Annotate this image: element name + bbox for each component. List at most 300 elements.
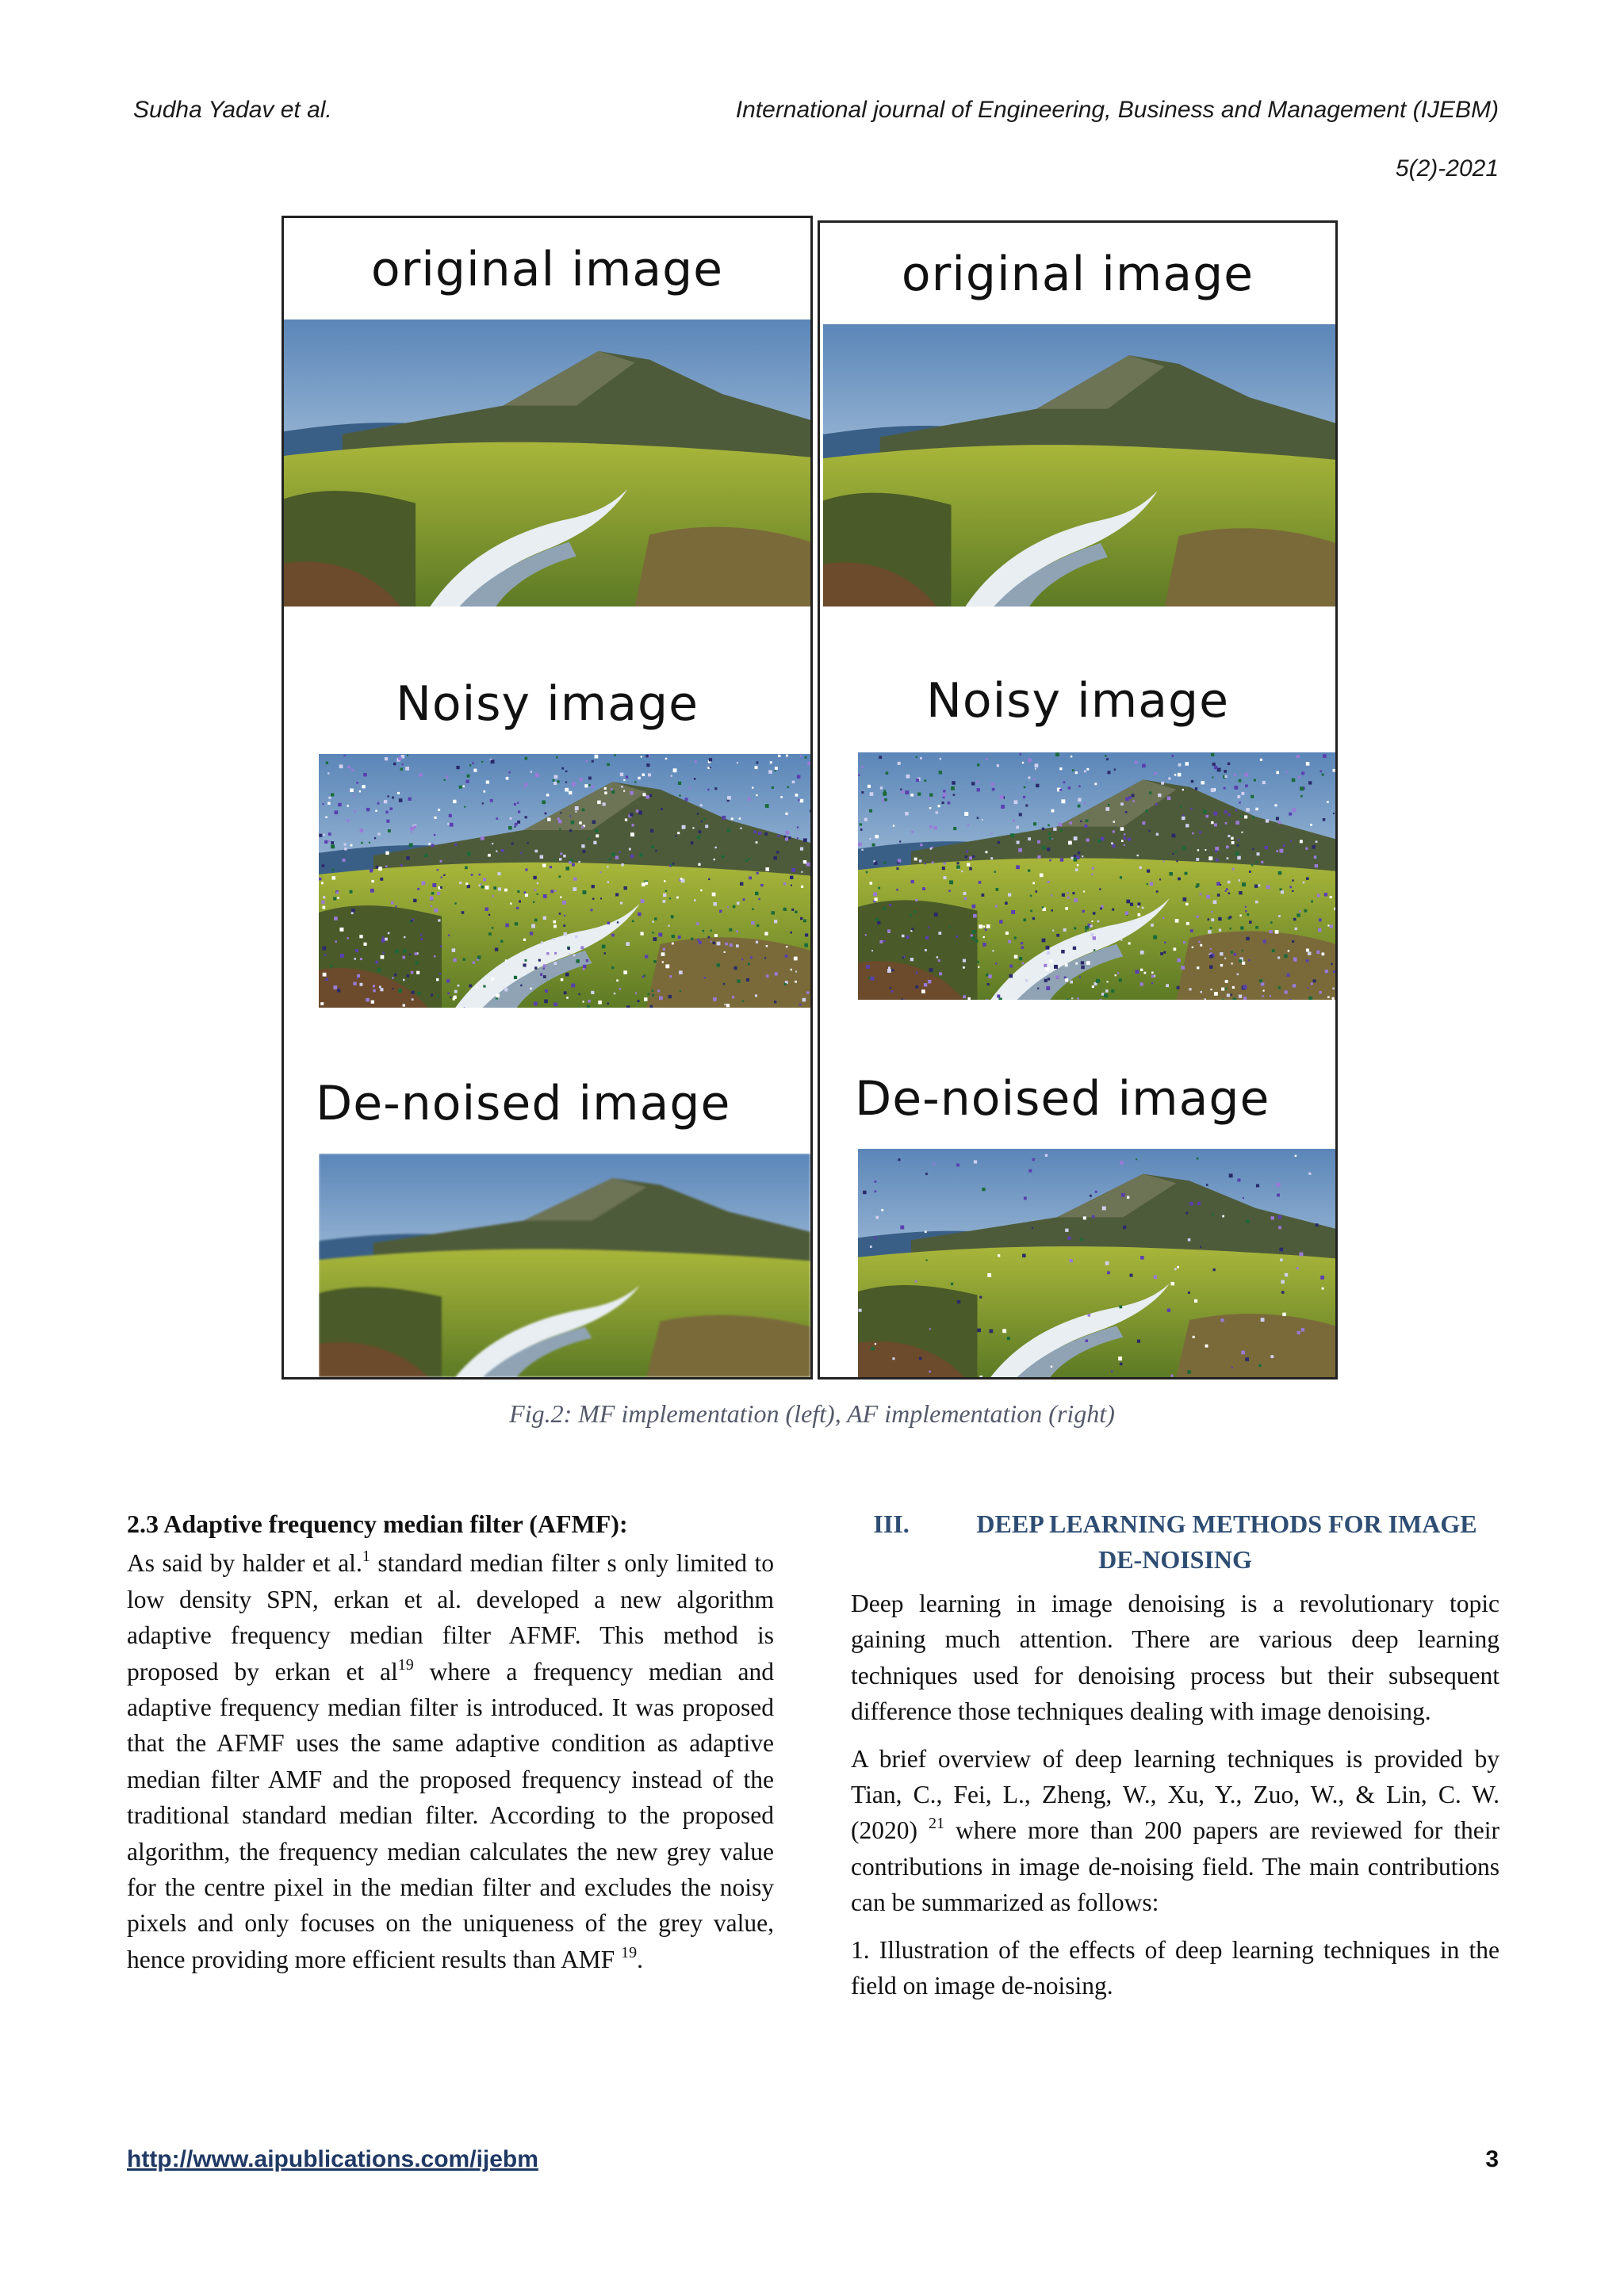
noise-speckle: [717, 963, 720, 966]
noise-speckle: [1228, 763, 1230, 765]
noise-speckle: [1262, 781, 1266, 784]
noise-speckle: [1074, 836, 1078, 840]
noise-speckle: [1060, 829, 1063, 832]
noise-speckle: [1094, 783, 1097, 785]
text-run: where more than 200 papers are reviewed for their contributions in image de-noising field. The main contributions can be summarized as follows:: [851, 1816, 1500, 1917]
section-title: DEEP LEARNING METHODS FOR IMAGE DE-NOISING: [976, 1510, 1477, 1574]
noise-speckle: [785, 837, 788, 840]
noise-speckle: [1293, 808, 1297, 812]
noise-speckle: [1245, 906, 1247, 908]
noise-speckle: [1048, 978, 1050, 980]
noise-speckle: [694, 899, 696, 901]
noise-speckle: [553, 782, 557, 785]
afmf-paragraph: [127, 1545, 774, 1977]
noise-speckle: [448, 935, 450, 936]
noise-speckle: [573, 954, 576, 956]
noise-speckle: [1285, 771, 1288, 773]
noise-speckle: [419, 773, 423, 777]
noise-speckle: [1023, 796, 1025, 798]
noise-speckle: [623, 779, 625, 781]
noise-speckle: [1245, 784, 1248, 787]
noise-speckle: [791, 909, 794, 911]
noise-speckle: [875, 1216, 879, 1219]
noise-speckle: [719, 910, 722, 913]
noise-speckle: [611, 853, 615, 857]
noise-speckle: [699, 830, 702, 833]
noise-speckle: [1120, 1363, 1123, 1366]
noise-speckle: [910, 958, 914, 961]
noise-speckle: [566, 997, 569, 999]
noise-speckle: [972, 905, 976, 909]
noise-speckle: [870, 882, 873, 885]
noise-speckle: [403, 949, 406, 952]
noise-speckle: [969, 856, 972, 859]
noise-speckle: [641, 899, 645, 903]
noise-speckle: [454, 990, 458, 993]
noise-speckle: [498, 887, 501, 890]
noise-speckle: [1009, 965, 1013, 968]
noise-speckle: [407, 755, 408, 756]
noise-speckle: [1016, 865, 1020, 869]
noise-speckle: [982, 819, 983, 821]
noise-speckle: [975, 939, 979, 943]
noise-speckle: [753, 831, 756, 834]
noise-speckle: [925, 949, 927, 951]
noise-speckle: [708, 936, 710, 939]
noise-speckle: [1024, 786, 1026, 789]
noise-speckle: [621, 863, 623, 866]
noise-speckle: [1234, 786, 1238, 790]
noise-speckle: [1120, 827, 1124, 831]
noise-speckle: [438, 809, 440, 811]
noise-speckle: [447, 993, 450, 995]
noise-speckle: [1215, 850, 1217, 852]
noise-speckle: [700, 804, 703, 806]
noise-speckle: [331, 793, 334, 796]
noise-speckle: [579, 778, 582, 781]
noise-speckle: [896, 867, 898, 870]
noise-speckle: [550, 866, 552, 868]
noise-speckle: [523, 939, 526, 941]
noise-speckle: [938, 805, 940, 807]
noise-speckle: [392, 988, 393, 989]
noise-speckle: [741, 959, 743, 960]
noise-speckle: [932, 862, 934, 864]
noise-speckle: [784, 983, 787, 985]
noise-speckle: [1201, 781, 1205, 784]
noise-speckle: [1164, 942, 1166, 943]
noise-speckle: [1092, 985, 1094, 988]
noise-speckle: [672, 943, 674, 945]
noise-speckle: [1312, 845, 1316, 849]
noise-speckle: [1285, 990, 1288, 993]
noise-speckle: [1234, 953, 1237, 956]
noise-speckle: [858, 843, 862, 847]
noise-speckle: [649, 794, 653, 798]
noise-speckle: [543, 968, 545, 970]
panel-label-denoised: De-noised image: [855, 1071, 1270, 1127]
noise-speckle: [328, 797, 331, 799]
noise-speckle: [737, 762, 738, 763]
noise-speckle: [1210, 952, 1212, 954]
noise-speckle: [1208, 918, 1210, 920]
noise-speckle: [1005, 901, 1008, 905]
noise-speckle: [527, 842, 528, 844]
noise-speckle: [766, 945, 768, 947]
noise-speckle: [1281, 1280, 1285, 1284]
noise-speckle: [680, 878, 683, 880]
noise-speckle: [459, 882, 462, 884]
noise-speckle: [1319, 919, 1322, 922]
noise-speckle: [1124, 836, 1127, 840]
noise-speckle: [1251, 795, 1254, 798]
noise-speckle: [966, 850, 968, 852]
noise-speckle: [398, 989, 402, 993]
noise-speckle: [1197, 1158, 1199, 1160]
noise-speckle: [642, 882, 645, 886]
noise-speckle: [1290, 840, 1292, 842]
noise-speckle: [1304, 909, 1308, 913]
noise-speckle: [388, 932, 390, 935]
noise-speckle: [1063, 781, 1066, 783]
noise-speckle: [1074, 858, 1078, 862]
noise-speckle: [1225, 890, 1227, 892]
noise-speckle: [485, 908, 489, 912]
noise-speckle: [1067, 897, 1070, 899]
journal-url-link[interactable]: http://www.aipublications.com/ijebm: [127, 2146, 538, 2172]
noise-speckle: [1175, 851, 1177, 852]
original-landscape-image: [284, 320, 810, 607]
noise-speckle: [1214, 992, 1218, 996]
noise-speckle: [1094, 949, 1095, 951]
noise-speckle: [530, 988, 532, 990]
noise-speckle: [1261, 861, 1263, 863]
noise-speckle: [353, 982, 356, 985]
noise-speckle: [1156, 890, 1159, 893]
noise-speckle: [458, 985, 460, 987]
noise-speckle: [1108, 771, 1111, 774]
noise-speckle: [990, 1330, 994, 1334]
noise-speckle: [646, 763, 649, 767]
noise-speckle: [971, 782, 975, 785]
noise-speckle: [604, 791, 607, 794]
noise-speckle: [514, 803, 516, 806]
noise-speckle: [900, 789, 902, 790]
noise-speckle: [1091, 874, 1093, 875]
noise-speckle: [943, 790, 945, 792]
noise-speckle: [465, 780, 469, 783]
noise-speckle: [1228, 881, 1231, 884]
noise-speckle: [325, 817, 327, 818]
noise-speckle: [1248, 959, 1251, 962]
noise-speckle: [1172, 853, 1174, 855]
noise-speckle: [1318, 928, 1322, 932]
figure-panel-left: [282, 216, 813, 1380]
noise-speckle: [584, 784, 588, 787]
noise-speckle: [1277, 1194, 1280, 1197]
noise-speckle: [727, 906, 729, 908]
noise-speckle: [1188, 1238, 1191, 1242]
noise-speckle: [515, 922, 518, 925]
noise-speckle: [1150, 882, 1154, 886]
noise-speckle: [422, 882, 426, 886]
noise-speckle: [543, 975, 546, 978]
noise-speckle: [1247, 913, 1249, 916]
noise-speckle: [679, 794, 680, 796]
noise-speckle: [865, 934, 867, 936]
noise-speckle: [553, 779, 555, 782]
noise-speckle: [928, 798, 930, 800]
noise-speckle: [799, 1004, 802, 1006]
noise-speckle: [936, 811, 938, 813]
noise-speckle: [382, 952, 385, 955]
noise-speckle: [385, 938, 388, 941]
noise-speckle: [1237, 844, 1239, 847]
noise-speckle: [956, 865, 959, 868]
noise-speckle: [1308, 987, 1309, 989]
noise-speckle: [1077, 997, 1079, 1000]
noise-speckle: [1065, 978, 1068, 982]
noise-speckle: [1030, 895, 1032, 897]
noise-speckle: [1217, 768, 1221, 772]
noise-speckle: [733, 966, 737, 970]
original-landscape-image: [823, 324, 1335, 607]
noise-speckle: [643, 793, 646, 796]
noise-speckle: [1078, 786, 1081, 788]
noise-speckle: [402, 956, 405, 959]
figure-panel-right: [818, 220, 1338, 1380]
noise-speckle: [320, 1002, 324, 1005]
noise-speckle: [327, 802, 331, 806]
noise-speckle: [1187, 1370, 1190, 1373]
noise-speckle: [554, 952, 557, 955]
noise-speckle: [1327, 924, 1329, 926]
noise-speckle: [377, 832, 380, 835]
noise-speckle: [765, 804, 769, 808]
noise-speckle: [1227, 857, 1229, 859]
noise-speckle: [1276, 850, 1278, 852]
noise-speckle: [1035, 763, 1039, 767]
noise-speckle: [748, 798, 751, 801]
noise-speckle: [575, 806, 579, 810]
noise-speckle: [534, 919, 538, 922]
noise-speckle: [501, 849, 504, 852]
noise-speckle: [597, 801, 601, 805]
noise-speckle: [680, 990, 681, 992]
noise-speckle: [803, 920, 806, 923]
noise-speckle: [765, 867, 769, 871]
noise-speckle: [1166, 984, 1169, 987]
noise-speckle: [1280, 888, 1282, 890]
noise-speckle: [661, 808, 663, 810]
noise-speckle: [573, 878, 576, 881]
noise-speckle: [723, 983, 725, 985]
noise-speckle: [508, 826, 512, 830]
noise-speckle: [979, 1376, 982, 1377]
noise-speckle: [453, 800, 457, 804]
noise-speckle: [1308, 997, 1312, 1000]
noise-speckle: [1102, 1207, 1106, 1211]
noise-speckle: [1125, 798, 1129, 802]
noise-speckle: [1212, 1213, 1214, 1215]
noise-speckle: [469, 764, 471, 766]
noise-speckle: [359, 935, 362, 938]
noise-speckle: [1036, 890, 1038, 893]
noise-speckle: [645, 755, 648, 757]
noise-speckle: [1183, 897, 1187, 901]
noise-speckle: [1192, 832, 1194, 835]
left-column: [127, 1506, 774, 1988]
noise-speckle: [1147, 883, 1148, 885]
noise-speckle: [1319, 991, 1321, 993]
noise-speckle: [1014, 800, 1018, 804]
noise-speckle: [925, 863, 926, 864]
noise-speckle: [1299, 910, 1300, 912]
noise-speckle: [1013, 820, 1015, 822]
noise-speckle: [495, 947, 498, 951]
noise-speckle: [1036, 784, 1039, 787]
noise-speckle: [880, 786, 883, 789]
noise-speckle: [583, 965, 587, 969]
noise-speckle: [925, 936, 929, 939]
noise-speckle: [418, 992, 421, 995]
noise-speckle: [797, 837, 799, 839]
noise-speckle: [709, 758, 712, 761]
noise-speckle: [1125, 912, 1128, 915]
noise-speckle: [987, 1273, 991, 1277]
noise-speckle: [333, 897, 336, 900]
noise-speckle: [663, 948, 665, 951]
noise-speckle: [1185, 872, 1188, 875]
noise-speckle: [636, 809, 639, 813]
noise-speckle: [1081, 961, 1084, 964]
noise-speckle: [1178, 763, 1182, 767]
noise-speckle: [413, 825, 416, 828]
noise-speckle: [1246, 808, 1250, 812]
noise-speckle: [1222, 999, 1224, 1000]
noise-speckle: [572, 863, 575, 867]
noise-speckle: [440, 945, 442, 947]
noise-speckle: [1254, 885, 1258, 888]
noise-speckle: [939, 771, 942, 774]
noise-speckle: [576, 959, 580, 963]
noise-speckle: [1226, 846, 1229, 849]
noise-speckle: [1121, 1193, 1125, 1197]
noise-speckle: [1055, 752, 1059, 756]
noise-speckle: [1263, 990, 1265, 992]
noise-speckle: [440, 886, 442, 889]
deep-learning-paragraph-2: [851, 1741, 1500, 1921]
noise-speckle: [1213, 812, 1217, 816]
noise-speckle: [695, 760, 697, 763]
noise-speckle: [1019, 813, 1022, 816]
noise-speckle: [1228, 813, 1231, 816]
noise-speckle: [1128, 942, 1131, 944]
noise-speckle: [1308, 781, 1312, 784]
noise-speckle: [319, 834, 322, 837]
noise-speckle: [898, 859, 901, 862]
noise-speckle: [1252, 848, 1254, 850]
noise-speckle: [496, 817, 498, 820]
noise-speckle: [1322, 1288, 1324, 1290]
noise-speckle: [786, 946, 787, 947]
noise-speckle: [1172, 755, 1174, 757]
noise-speckle: [691, 841, 694, 844]
noise-speckle: [780, 796, 783, 798]
noise-speckle: [641, 756, 642, 758]
noise-speckle: [545, 989, 548, 993]
noise-speckle: [730, 943, 733, 947]
noise-speckle: [1278, 986, 1281, 989]
noise-speckle: [1200, 893, 1202, 895]
noise-speckle: [398, 757, 401, 760]
noise-speckle: [608, 859, 611, 861]
noise-speckle: [361, 842, 363, 844]
noise-speckle: [1214, 766, 1217, 769]
noise-speckle: [504, 889, 508, 892]
noise-speckle: [377, 802, 380, 805]
noise-speckle: [565, 771, 567, 772]
noise-speckle: [1120, 939, 1122, 941]
noise-speckle: [626, 776, 628, 779]
noise-speckle: [883, 907, 887, 910]
noise-speckle: [694, 778, 696, 780]
noise-speckle: [965, 855, 967, 858]
noise-speckle: [1073, 947, 1076, 950]
noise-speckle: [737, 979, 740, 982]
contribution-list-item-1: 1. Illustration of the effects of deep learning techniques in the field on image de-noising.: [851, 1935, 1500, 2000]
noise-speckle: [366, 808, 370, 811]
noise-speckle: [1231, 841, 1235, 844]
noise-speckle: [409, 844, 413, 848]
noise-speckle: [870, 1246, 872, 1248]
noise-speckle: [1270, 921, 1273, 924]
noise-speckle: [673, 768, 677, 772]
noise-speckle: [1191, 780, 1193, 783]
noise-speckle: [1277, 957, 1280, 959]
noise-speckle: [967, 863, 970, 867]
noise-speckle: [1249, 871, 1251, 873]
noise-speckle: [745, 859, 748, 862]
noise-speckle: [505, 924, 509, 928]
noise-speckle: [354, 795, 355, 797]
noise-speckle: [1101, 837, 1105, 841]
noise-speckle: [581, 844, 584, 848]
noise-speckle: [1301, 771, 1304, 775]
noise-speckle: [784, 836, 787, 838]
noise-speckle: [795, 911, 797, 913]
noise-speckle: [939, 972, 942, 975]
citation-ref: 19: [621, 1943, 638, 1961]
noise-speckle: [500, 940, 503, 943]
noise-speckle: [354, 958, 357, 960]
noise-speckle: [385, 811, 388, 813]
noise-speckle: [1272, 949, 1275, 952]
noise-speckle: [602, 945, 606, 949]
noise-speckle: [547, 817, 550, 821]
noise-speckle: [1105, 807, 1109, 811]
noise-speckle: [671, 863, 673, 866]
noise-speckle: [956, 1164, 959, 1167]
noise-speckle: [1033, 822, 1036, 825]
noise-speckle: [802, 998, 806, 1002]
noise-speckle: [665, 758, 667, 760]
noise-speckle: [403, 979, 405, 982]
noise-speckle: [1090, 924, 1093, 927]
noise-speckle: [756, 794, 757, 796]
noise-speckle: [1308, 1173, 1311, 1175]
noise-speckle: [472, 762, 474, 764]
